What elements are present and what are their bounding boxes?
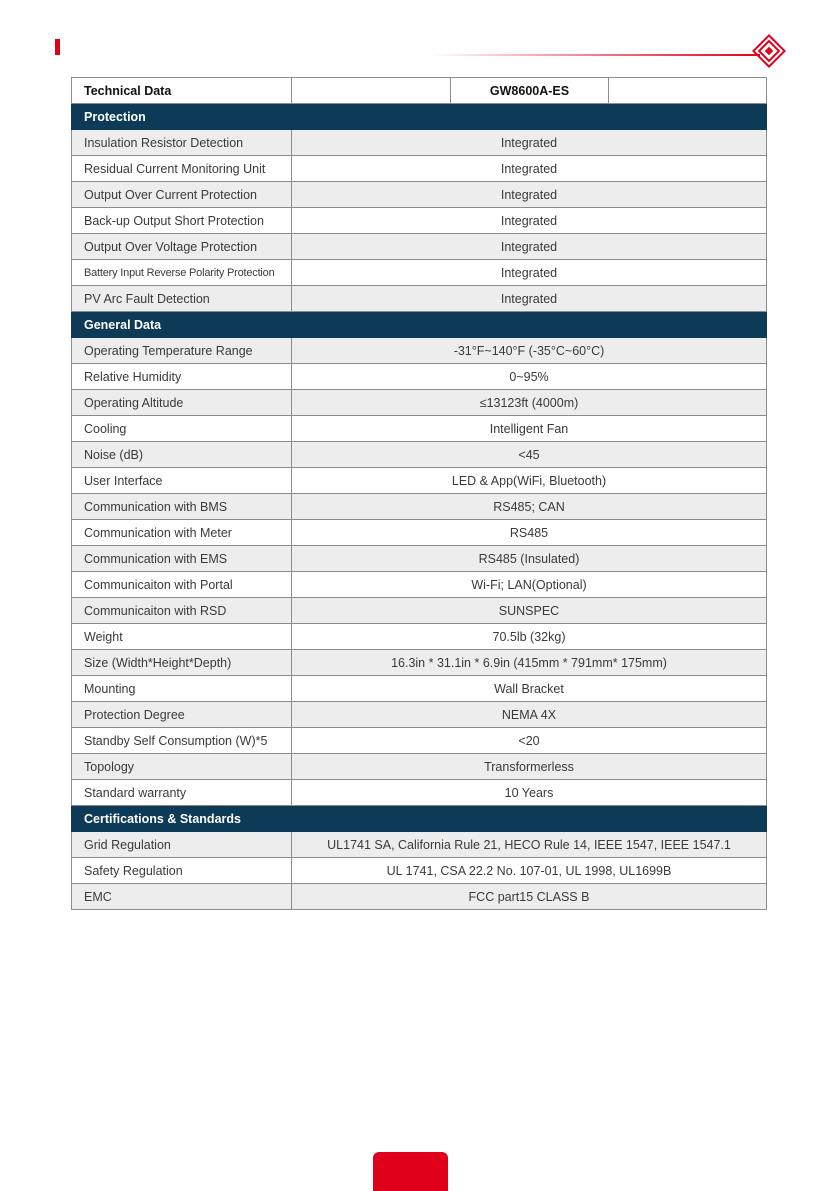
row-value: ≤13123ft (4000m) — [292, 390, 767, 416]
row-label: Communication with Meter — [72, 520, 292, 546]
row-value: 10 Years — [292, 780, 767, 806]
row-value: -31°F~140°F (-35°C~60°C) — [292, 338, 767, 364]
row-label: Standard warranty — [72, 780, 292, 806]
row-value: NEMA 4X — [292, 702, 767, 728]
row-label: Communicaiton with RSD — [72, 598, 292, 624]
row-label: Noise (dB) — [72, 442, 292, 468]
row-value: RS485; CAN — [292, 494, 767, 520]
row-label: Battery Input Reverse Polarity Protection — [72, 260, 292, 286]
row-value: UL 1741, CSA 22.2 No. 107-01, UL 1998, UL1699B — [292, 858, 767, 884]
table-row — [72, 286, 767, 312]
table-row — [72, 858, 767, 884]
row-value: Integrated — [292, 208, 767, 234]
technical-data-table — [71, 77, 767, 910]
table-row — [72, 520, 767, 546]
row-value: Integrated — [292, 260, 767, 286]
table-row — [72, 884, 767, 910]
row-label: Safety Regulation — [72, 858, 292, 884]
row-value: FCC part15 CLASS B — [292, 884, 767, 910]
table-row — [72, 338, 767, 364]
table-row — [72, 832, 767, 858]
row-label: Topology — [72, 754, 292, 780]
table-row — [72, 598, 767, 624]
row-label: EMC — [72, 884, 292, 910]
table-row — [72, 624, 767, 650]
table-row — [72, 546, 767, 572]
row-label: Operating Altitude — [72, 390, 292, 416]
row-label: Output Over Current Protection — [72, 182, 292, 208]
section-header-protection — [72, 104, 767, 130]
row-value: SUNSPEC — [292, 598, 767, 624]
row-label: Output Over Voltage Protection — [72, 234, 292, 260]
row-value: Integrated — [292, 156, 767, 182]
table-row — [72, 416, 767, 442]
header-accent-bar — [55, 39, 60, 55]
table-row — [72, 702, 767, 728]
table-row — [72, 468, 767, 494]
row-value: Wall Bracket — [292, 676, 767, 702]
row-label: Communication with BMS — [72, 494, 292, 520]
table-row — [72, 130, 767, 156]
table-row — [72, 494, 767, 520]
table-row — [72, 728, 767, 754]
row-label: Size (Width*Height*Depth) — [72, 650, 292, 676]
header-spacer-cell — [292, 78, 451, 104]
section-title: Certifications & Standards — [72, 806, 767, 832]
row-label: Grid Regulation — [72, 832, 292, 858]
row-label: Residual Current Monitoring Unit — [72, 156, 292, 182]
row-value: Integrated — [292, 130, 767, 156]
brand-logo-icon — [752, 34, 786, 68]
row-label: Communicaiton with Portal — [72, 572, 292, 598]
row-value: 0~95% — [292, 364, 767, 390]
row-label: PV Arc Fault Detection — [72, 286, 292, 312]
table-row — [72, 780, 767, 806]
technical-data-label: Technical Data — [72, 78, 292, 104]
row-label: Cooling — [72, 416, 292, 442]
row-label: Mounting — [72, 676, 292, 702]
row-label: User Interface — [72, 468, 292, 494]
row-label: Standby Self Consumption (W)*5 — [72, 728, 292, 754]
header-accent-line — [430, 54, 760, 56]
row-value: UL1741 SA, California Rule 21, HECO Rule 14, IEEE 1547, IEEE 1547.1 — [292, 832, 767, 858]
row-label: Insulation Resistor Detection — [72, 130, 292, 156]
row-value: Wi-Fi; LAN(Optional) — [292, 572, 767, 598]
row-value: 70.5lb (32kg) — [292, 624, 767, 650]
section-header-general — [72, 312, 767, 338]
table-header-row — [72, 78, 767, 104]
table-row — [72, 364, 767, 390]
row-label: Back-up Output Short Protection — [72, 208, 292, 234]
section-title: General Data — [72, 312, 767, 338]
row-value: LED & App(WiFi, Bluetooth) — [292, 468, 767, 494]
row-value: 16.3in * 31.1in * 6.9in (415mm * 791mm* 175mm) — [292, 650, 767, 676]
table-row — [72, 676, 767, 702]
table-row — [72, 234, 767, 260]
row-value: RS485 (Insulated) — [292, 546, 767, 572]
section-header-certifications — [72, 806, 767, 832]
table-row — [72, 156, 767, 182]
row-label: Weight — [72, 624, 292, 650]
header-spacer-cell — [609, 78, 767, 104]
table-row — [72, 572, 767, 598]
row-value: <20 — [292, 728, 767, 754]
table-row — [72, 754, 767, 780]
row-label: Operating Temperature Range — [72, 338, 292, 364]
table-row — [72, 208, 767, 234]
table-row — [72, 650, 767, 676]
row-label: Relative Humidity — [72, 364, 292, 390]
row-value: RS485 — [292, 520, 767, 546]
row-value: Integrated — [292, 286, 767, 312]
page-number-tab — [373, 1152, 448, 1191]
section-title: Protection — [72, 104, 767, 130]
row-value: Transformerless — [292, 754, 767, 780]
table-row — [72, 442, 767, 468]
row-label: Protection Degree — [72, 702, 292, 728]
row-value: <45 — [292, 442, 767, 468]
row-value: Intelligent Fan — [292, 416, 767, 442]
table-row — [72, 260, 767, 286]
row-value: Integrated — [292, 182, 767, 208]
table-row — [72, 390, 767, 416]
row-label: Communication with EMS — [72, 546, 292, 572]
model-name: GW8600A-ES — [451, 78, 609, 104]
row-value: Integrated — [292, 234, 767, 260]
table-row — [72, 182, 767, 208]
